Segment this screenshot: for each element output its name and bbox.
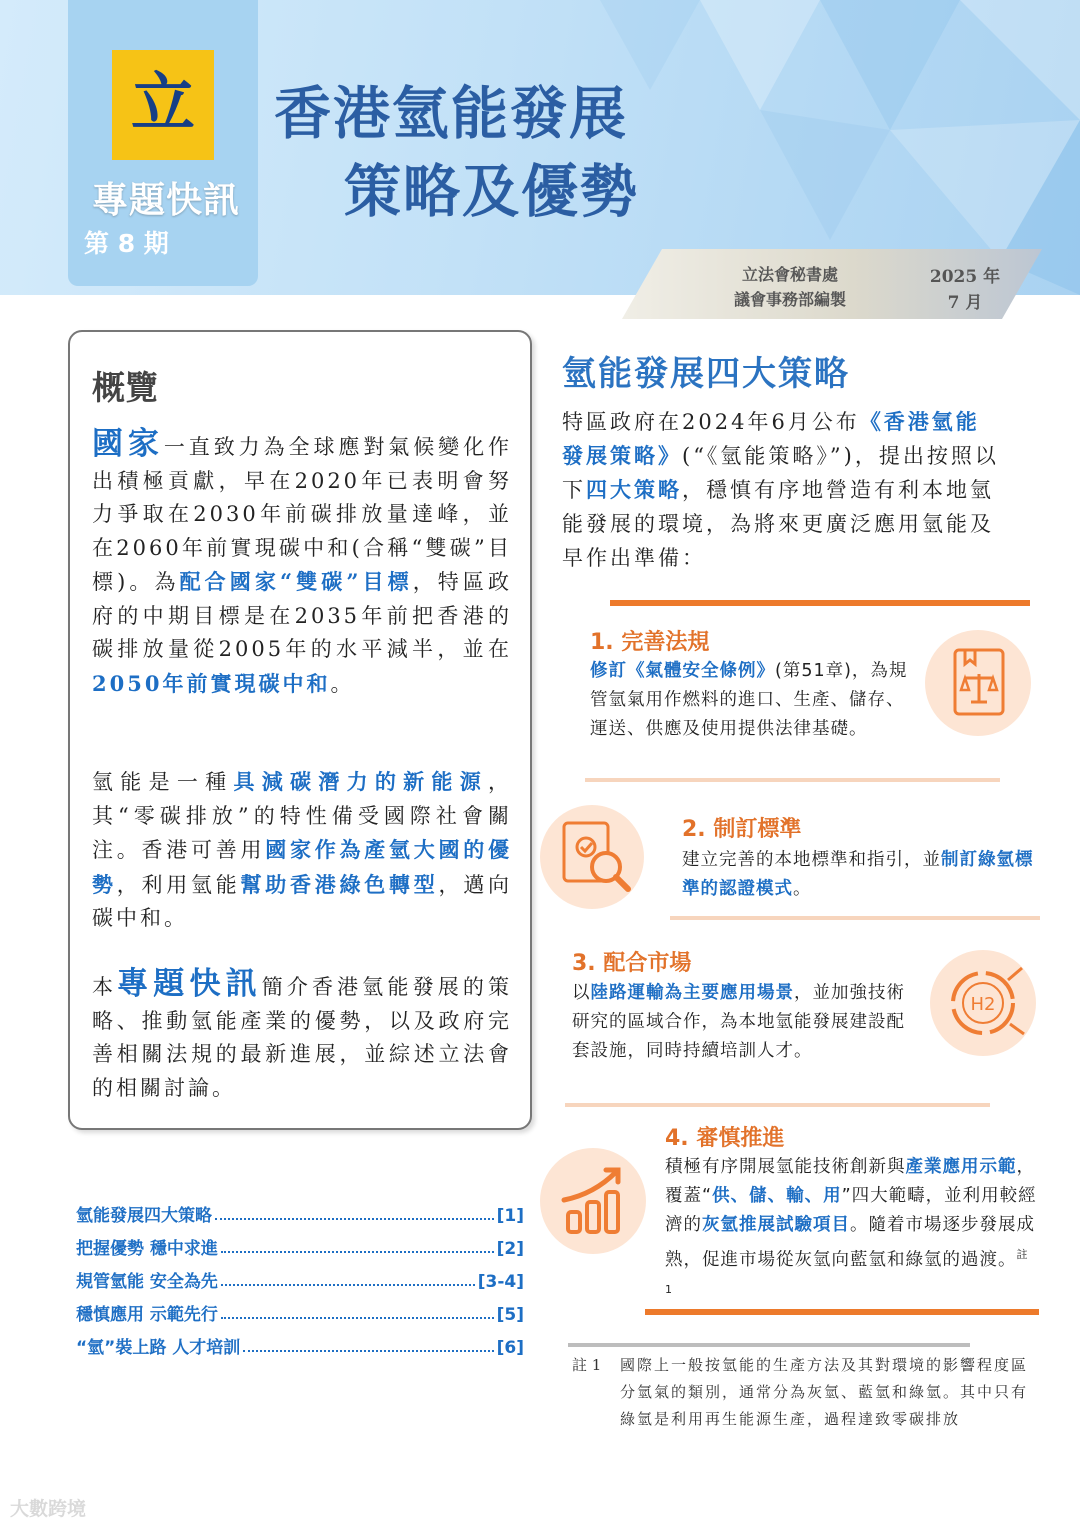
issue-number: 第 8 期 (84, 229, 169, 258)
emphasis-text: 產業應用示範 (905, 1157, 1017, 1177)
law-document-scales-icon (925, 630, 1031, 736)
toc-item[interactable] (76, 1196, 524, 1226)
divider-bar-light (565, 1103, 990, 1107)
divider-bar (610, 600, 1030, 606)
emphasis-text: 具減碳潛力的新能源 (233, 769, 489, 794)
text-run: ，覆蓋“ (665, 1157, 1035, 1206)
text-run: 。 (330, 671, 355, 696)
emphasis-text: 《香港氫能發展策略》 (562, 409, 980, 468)
emphasis-text: 四大策略 (586, 477, 682, 502)
emphasis-text: 修訂《氣體安全條例》 (590, 661, 775, 681)
toc-item[interactable] (76, 1229, 524, 1259)
text-run: (“《氫能策略》”)，提出按照以下 (562, 444, 999, 502)
footnote (572, 1352, 1042, 1433)
toc-item[interactable] (76, 1295, 524, 1325)
series-name: 專題快訊 (91, 180, 240, 221)
publish-month: 7 月 (947, 293, 983, 313)
text-run: ，其“零碳排放”的特性備受國際社會關注。香港可善用 (92, 770, 513, 862)
text-run: ，邁向碳中和。 (92, 872, 512, 930)
text-run: ”四大範疇，並利用較經濟的 (665, 1186, 1037, 1235)
text-run: 積極有序開展氫能技術創新與 (665, 1157, 906, 1177)
strategy-1-title: 1. 完善法規 (590, 630, 710, 655)
text-run: (第51章)，為規管氫氣用作燃料的進口、生產、儲存、運送、供應及使用提供法律基礎。 (590, 661, 908, 739)
toc-label: 規管氫能 安全為先 (76, 1272, 218, 1292)
text-run: 簡介香港氫能發展的策略、推動氫能產業的優勢，以及政府完善相關法規的最新進展，並綜述立法會的相關討論。 (92, 975, 513, 1100)
emphasis-text: 灰氫推展試驗項目 (702, 1215, 850, 1235)
publisher-line1: 立法會秘書處 (741, 265, 838, 284)
text-run: 本 (92, 975, 118, 999)
emphasis-text: 陸路運輸為主要應用場景 (590, 983, 794, 1003)
strategy-4-text (665, 1153, 1037, 1310)
divider-bar-light (585, 778, 1000, 782)
text-run: ，特區政府的中期目標是在2035年前把香港的碳排放量從2005年的水平減半，並在 (92, 570, 512, 661)
toc-item[interactable] (76, 1262, 524, 1292)
checklist-magnifier-icon (540, 805, 644, 909)
toc-label: 穩慎應用 示範先行 (76, 1305, 218, 1325)
divider-bar (645, 1309, 1039, 1315)
emphasis-text: 幫助香港綠色轉型 (240, 871, 439, 897)
strategy-2-text (682, 846, 1042, 904)
emphasis-text: 國家 (92, 426, 164, 462)
text-run: ，穩慎有序地營造有利本地氫能發展的環境，為將來更廣泛應用氫能及早作出準備： (562, 478, 994, 570)
strategy-3-text (572, 979, 912, 1066)
toc-page: [2] (496, 1239, 524, 1259)
toc-label: 氫能發展四大策略 (76, 1206, 212, 1226)
overview-paragraph-3 (92, 968, 512, 1105)
emphasis-text: 制訂綠氫標準的認證模式 (682, 850, 1034, 899)
text-run: ，並加強技術研究的區域合作，為本地氫能發展建設配套設施，同時持續培訓人才。 (572, 983, 905, 1061)
text-run: 氫能是一種 (92, 770, 234, 794)
toc-label: “氫”裝上路 人才培訓 (76, 1338, 241, 1358)
toc-page: [1] (496, 1206, 524, 1226)
toc-page: [3-4] (477, 1272, 524, 1292)
svg-text:H2: H2 (970, 994, 996, 1015)
strategies-intro (562, 405, 1002, 575)
toc-item[interactable] (76, 1328, 524, 1358)
text-run: 。隨着市場逐步發展成熟，促進市場從灰氫向藍氫和綠氫的過渡。 (665, 1215, 1035, 1270)
text-run: 。 (793, 879, 812, 899)
strategy-1-text (590, 657, 912, 744)
toc-label: 把握優勢 穩中求進 (76, 1239, 218, 1259)
emphasis-text: 註 1 (665, 1248, 1029, 1296)
text-run: 特區政府在2024年6月公布 (562, 410, 860, 434)
text-run: 以 (572, 983, 591, 1003)
strategy-4-title: 4. 審慎推進 (665, 1126, 785, 1151)
publish-year: 2025 年 (929, 267, 1001, 287)
logo-character: 立 (131, 66, 195, 141)
h2-molecule-icon (930, 950, 1036, 1056)
note-divider (568, 1343, 970, 1347)
watermark: 大數跨境 (10, 1498, 87, 1520)
page-title-line1: 香港氫能發展 (274, 81, 628, 147)
footnote-label: 註 1 (572, 1356, 602, 1374)
text-run: 建立完善的本地標準和指引，並 (682, 850, 941, 870)
strategy-2-title: 2. 制訂標準 (682, 817, 802, 842)
toc-page: [5] (496, 1305, 524, 1325)
text-run: 一直致力為全球應對氣候變化作出積極貢獻，早在2020年已表明會努力爭取在2030年前碳排放量達峰，並在2060年前實現碳中和(合稱“雙碳”目標)。為 (92, 435, 513, 594)
footnote-text: 國際上一般按氫能的生產方法及其對環境的影響程度區分氫氣的類別，通常分為灰氫、藍氫和綠氫。其中只有綠氫是利用再生能源生產，過程達致零碳排放 (620, 1356, 1029, 1428)
toc-page: [6] (496, 1338, 524, 1358)
strategy-3-title: 3. 配合市場 (572, 951, 692, 976)
text-run: ，利用氫能 (116, 872, 241, 897)
overview-paragraph-1 (92, 428, 512, 701)
emphasis-text: 專題快訊 (117, 966, 262, 1002)
emphasis-text: 配合國家“雙碳”目標 (179, 569, 413, 594)
page-title-line2: 策略及優勢 (344, 159, 639, 225)
overview-paragraph-2 (92, 765, 512, 936)
emphasis-text: 國家作為產氫大國的優勢 (92, 837, 512, 897)
overview-title: 概覽 (92, 368, 158, 407)
growth-chart-icon (540, 1148, 646, 1254)
divider-bar-light (670, 916, 1040, 920)
emphasis-text: 2050年前實現碳中和 (92, 670, 331, 696)
publisher-line2: 議會事務部編製 (733, 290, 846, 309)
strategies-title: 氫能發展四大策略 (562, 354, 850, 394)
emphasis-text: 供、儲、輸、用 (712, 1186, 842, 1206)
